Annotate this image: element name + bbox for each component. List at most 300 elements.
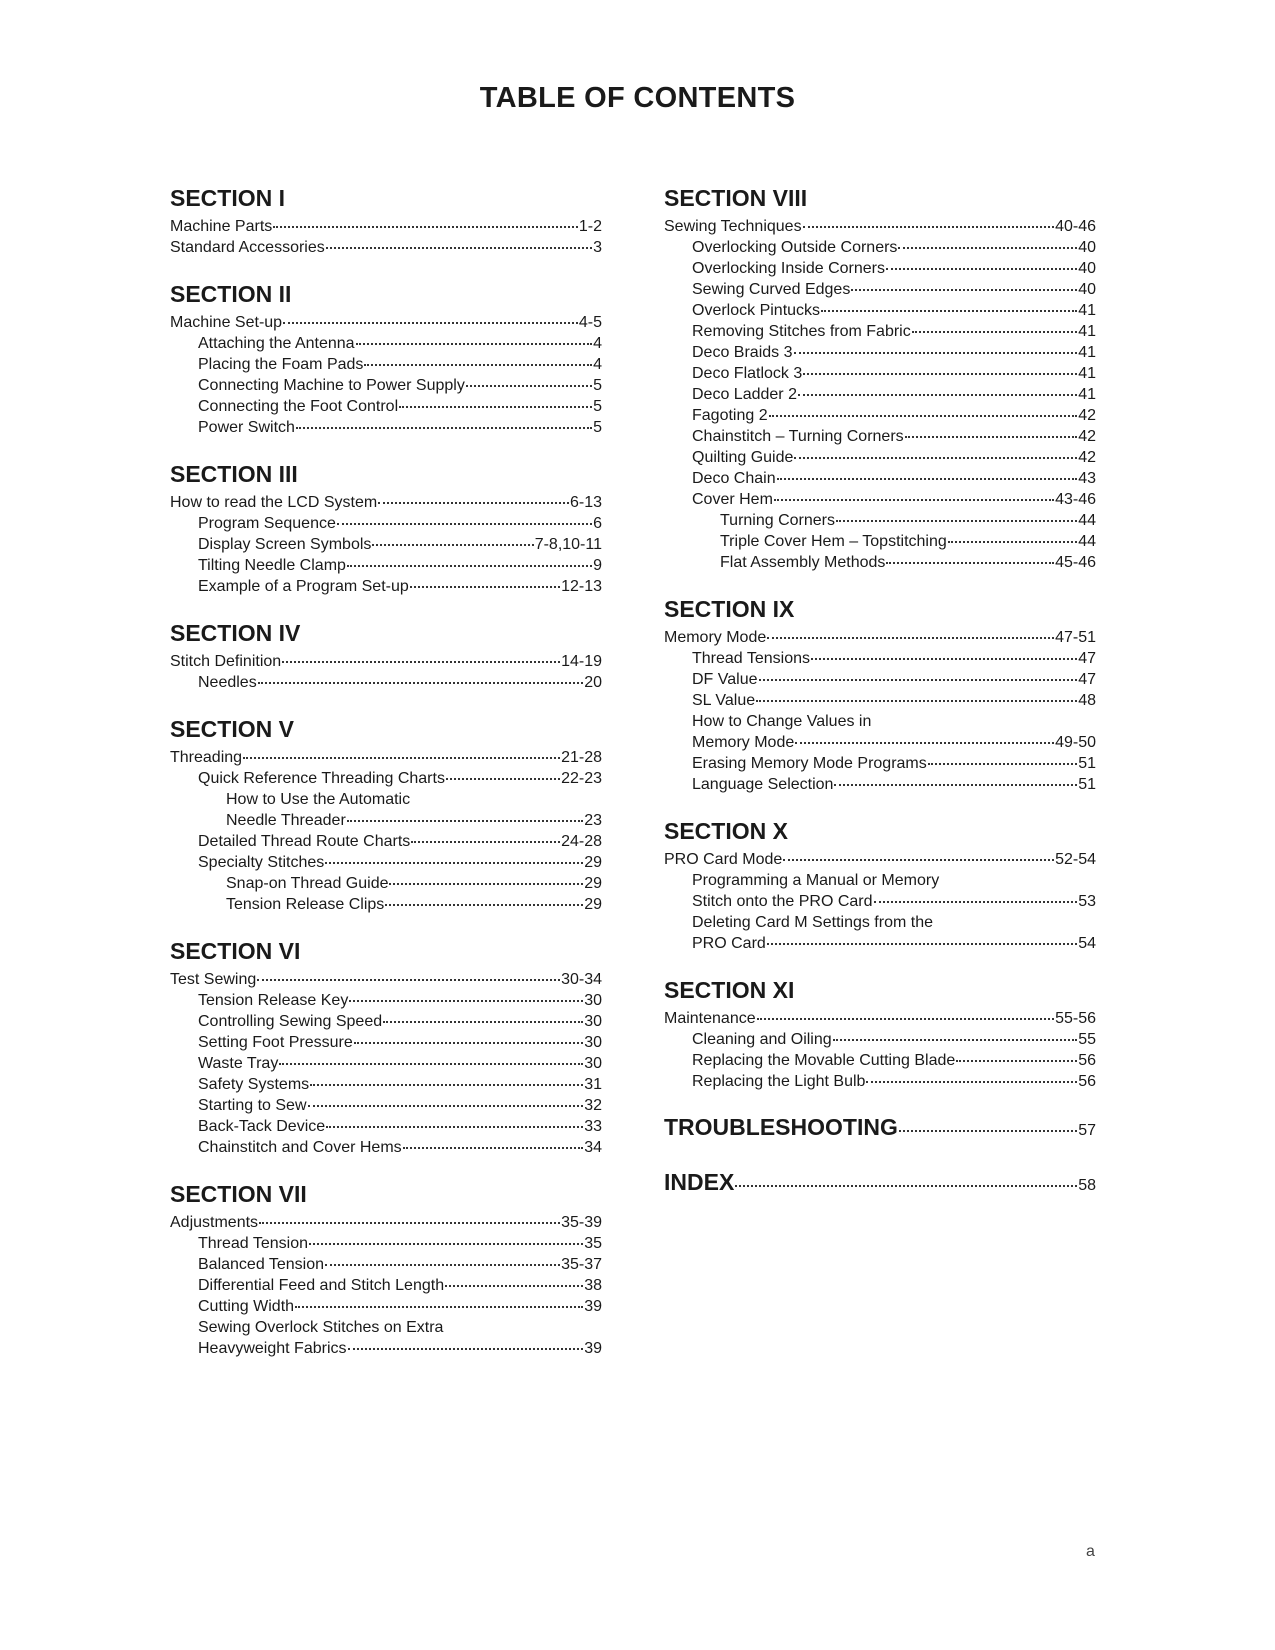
toc-entry-page: 40 bbox=[1078, 281, 1096, 298]
toc-entry-label: Chainstitch – Turning Corners bbox=[692, 428, 904, 445]
toc-major-entry-label: INDEX bbox=[664, 1169, 735, 1195]
toc-entry-page: 40-46 bbox=[1055, 218, 1096, 235]
toc-entry-label: Setting Foot Pressure bbox=[198, 1034, 353, 1051]
toc-entry[interactable] bbox=[170, 1032, 602, 1053]
toc-entry-label: Standard Accessories bbox=[170, 239, 325, 256]
toc-entry-page: 45-46 bbox=[1055, 554, 1096, 571]
toc-entry[interactable] bbox=[664, 447, 1096, 468]
toc-entry-label: Heavyweight Fabrics bbox=[198, 1340, 347, 1357]
toc-entry-page: 47 bbox=[1078, 671, 1096, 688]
dot-leader bbox=[385, 903, 583, 906]
dot-leader bbox=[326, 246, 592, 249]
toc-entry[interactable] bbox=[170, 768, 602, 789]
toc-entry-label: Needles bbox=[198, 674, 257, 691]
section-heading: SECTION IV bbox=[170, 620, 301, 646]
section-heading: SECTION VII bbox=[170, 1181, 307, 1207]
toc-entry-label: Chainstitch and Cover Hems bbox=[198, 1139, 402, 1156]
toc-entry-page: 35 bbox=[584, 1235, 602, 1252]
toc-entry[interactable] bbox=[664, 321, 1096, 342]
dot-leader bbox=[769, 414, 1078, 417]
toc-entry-label: Deco Flatlock 3 bbox=[692, 365, 803, 382]
dot-leader bbox=[283, 321, 578, 324]
dot-leader bbox=[273, 225, 578, 228]
toc-entry-label: Machine Set-up bbox=[170, 314, 283, 331]
toc-section bbox=[664, 817, 1096, 954]
dot-leader bbox=[389, 882, 583, 885]
toc-entry-label: Attaching the Antenna bbox=[198, 335, 355, 352]
toc-entry-label: Cleaning and Oiling bbox=[692, 1031, 832, 1048]
dot-leader bbox=[326, 1125, 583, 1128]
toc-entry-label: Example of a Program Set-up bbox=[198, 578, 409, 595]
toc-entry-page: 41 bbox=[1078, 344, 1096, 361]
toc-entry-page: 41 bbox=[1078, 386, 1096, 403]
toc-entry-page: 56 bbox=[1078, 1052, 1096, 1069]
toc-entry-page: 30-34 bbox=[561, 971, 602, 988]
toc-entry-label: Turning Corners bbox=[720, 512, 836, 529]
dot-leader bbox=[874, 900, 1078, 903]
toc-section bbox=[170, 937, 602, 1158]
section-heading: SECTION VIII bbox=[664, 185, 808, 211]
dot-leader bbox=[928, 762, 1077, 765]
toc-entry-page: 12-13 bbox=[561, 578, 602, 595]
toc-entry[interactable] bbox=[664, 891, 1096, 912]
toc-entry[interactable] bbox=[170, 513, 602, 534]
toc-entry[interactable] bbox=[170, 1095, 602, 1116]
toc-entry-label: Needle Threader bbox=[226, 812, 346, 829]
toc-entry-label: Back-Tack Device bbox=[198, 1118, 326, 1135]
toc-section bbox=[170, 460, 602, 597]
toc-entry-page: 4-5 bbox=[578, 314, 602, 331]
toc-section bbox=[664, 184, 1096, 573]
toc-entry-label: How to Change Values in bbox=[692, 713, 872, 730]
toc-entry-page: 56 bbox=[1078, 1073, 1096, 1090]
dot-leader bbox=[282, 660, 560, 663]
dot-leader bbox=[257, 978, 560, 981]
section-heading: SECTION IX bbox=[664, 596, 795, 622]
toc-entry-label: Flat Assembly Methods bbox=[720, 554, 886, 571]
toc-entry-label: Snap-on Thread Guide bbox=[226, 875, 389, 892]
toc-entry-label: Replacing the Movable Cutting Blade bbox=[692, 1052, 956, 1069]
dot-leader bbox=[774, 498, 1054, 501]
toc-entry[interactable] bbox=[664, 384, 1096, 405]
toc-entry-page: 7-8,10-11 bbox=[534, 536, 602, 553]
toc-entry[interactable] bbox=[170, 237, 602, 258]
section-heading: SECTION III bbox=[170, 461, 298, 487]
toc-major-entry-label: TROUBLESHOOTING bbox=[664, 1114, 898, 1140]
toc-entry-label: Cutting Width bbox=[198, 1298, 295, 1315]
dot-leader bbox=[372, 543, 533, 546]
toc-entry-label: Safety Systems bbox=[198, 1076, 310, 1093]
toc-entry-label: Stitch onto the PRO Card bbox=[692, 893, 873, 910]
toc-entry-label: Memory Mode bbox=[664, 629, 767, 646]
dot-leader bbox=[899, 1130, 1077, 1132]
toc-entry-page: 48 bbox=[1078, 692, 1096, 709]
dot-leader bbox=[403, 1146, 584, 1149]
toc-entry-label: Tension Release Clips bbox=[226, 896, 385, 913]
toc-section bbox=[170, 280, 602, 438]
dot-leader bbox=[310, 1083, 583, 1086]
toc-entry-page: 30 bbox=[584, 1055, 602, 1072]
toc-entry-page: 41 bbox=[1078, 302, 1096, 319]
toc-entry-page: 3 bbox=[593, 239, 602, 256]
toc-entry-page: 29 bbox=[584, 875, 602, 892]
toc-entry-page: 52-54 bbox=[1055, 851, 1096, 868]
toc-entry-page: 5 bbox=[593, 377, 602, 394]
toc-entry[interactable] bbox=[664, 405, 1096, 426]
toc-entry[interactable] bbox=[170, 354, 602, 375]
toc-section bbox=[664, 595, 1096, 795]
dot-leader bbox=[803, 225, 1055, 228]
section-heading: SECTION VI bbox=[170, 938, 301, 964]
dot-leader bbox=[767, 942, 1077, 945]
toc-entry-label: Deleting Card M Settings from the bbox=[692, 914, 933, 931]
toc-entry-page: 44 bbox=[1078, 512, 1096, 529]
dot-leader bbox=[445, 1284, 583, 1287]
toc-entry[interactable] bbox=[664, 552, 1096, 573]
toc-entry-label: Tilting Needle Clamp bbox=[198, 557, 346, 574]
section-heading: SECTION X bbox=[664, 818, 788, 844]
toc-entry[interactable] bbox=[170, 1296, 602, 1317]
toc-entry-page: 29 bbox=[584, 896, 602, 913]
toc-entry[interactable] bbox=[170, 1275, 602, 1296]
toc-entry-label: Programming a Manual or Memory bbox=[692, 872, 940, 889]
toc-entry[interactable] bbox=[170, 1338, 602, 1359]
toc-entry-label: Quick Reference Threading Charts bbox=[198, 770, 445, 787]
toc-entry[interactable] bbox=[170, 1137, 602, 1158]
dot-leader bbox=[347, 564, 592, 567]
toc-entry[interactable] bbox=[170, 216, 602, 237]
toc-entry-page: 43-46 bbox=[1055, 491, 1096, 508]
toc-entry[interactable] bbox=[170, 375, 602, 396]
toc-entry-page: 30 bbox=[584, 1034, 602, 1051]
toc-entry[interactable] bbox=[170, 672, 602, 693]
dot-leader bbox=[834, 783, 1077, 786]
toc-entry-label: DF Value bbox=[692, 671, 758, 688]
dot-leader bbox=[886, 561, 1054, 564]
dot-leader bbox=[898, 246, 1077, 249]
dot-leader bbox=[759, 678, 1078, 681]
dot-leader bbox=[337, 522, 592, 525]
toc-entry[interactable] bbox=[170, 1116, 602, 1137]
toc-entry-page: 39 bbox=[584, 1298, 602, 1315]
toc-entry-label: How to read the LCD System bbox=[170, 494, 378, 511]
toc-entry-page: 30 bbox=[584, 992, 602, 1009]
toc-entry-page: 24-28 bbox=[561, 833, 602, 850]
toc-entry-label: Test Sewing bbox=[170, 971, 257, 988]
toc-entry-page: 32 bbox=[584, 1097, 602, 1114]
toc-entry-label: Starting to Sew bbox=[198, 1097, 307, 1114]
dot-leader bbox=[866, 1080, 1077, 1083]
dot-leader bbox=[258, 681, 584, 684]
toc-entry[interactable] bbox=[170, 1317, 602, 1338]
dot-leader bbox=[295, 1305, 583, 1308]
dot-leader bbox=[259, 1221, 560, 1224]
toc-entry[interactable] bbox=[170, 969, 602, 990]
dot-leader bbox=[356, 342, 593, 345]
toc-entry-label: Deco Braids 3 bbox=[692, 344, 793, 361]
toc-entry-page: 53 bbox=[1078, 893, 1096, 910]
toc-entry[interactable] bbox=[170, 1254, 602, 1275]
toc-entry-page: 22-23 bbox=[561, 770, 602, 787]
toc-entry-page: 42 bbox=[1078, 428, 1096, 445]
toc-entry[interactable] bbox=[664, 342, 1096, 363]
toc-entry-page: 51 bbox=[1078, 755, 1096, 772]
dot-leader bbox=[783, 858, 1054, 861]
dot-leader bbox=[325, 861, 583, 864]
toc-entry[interactable] bbox=[170, 576, 602, 597]
dot-leader bbox=[886, 267, 1077, 270]
toc-entry-page: 35-39 bbox=[561, 1214, 602, 1231]
toc-entry-label: Fagoting 2 bbox=[692, 407, 768, 424]
toc-entry[interactable] bbox=[170, 810, 602, 831]
toc-entry-page: 4 bbox=[593, 335, 602, 352]
toc-entry[interactable] bbox=[664, 426, 1096, 447]
toc-entry[interactable] bbox=[664, 1029, 1096, 1050]
dot-leader bbox=[833, 1038, 1078, 1041]
dot-leader bbox=[803, 372, 1077, 375]
toc-entry[interactable] bbox=[664, 468, 1096, 489]
toc-entry-page: 9 bbox=[593, 557, 602, 574]
toc-entry[interactable] bbox=[664, 753, 1096, 774]
toc-entry-page: 42 bbox=[1078, 407, 1096, 424]
toc-entry-label: Stitch Definition bbox=[170, 653, 282, 670]
dot-leader bbox=[410, 585, 560, 588]
dot-leader bbox=[308, 1104, 584, 1107]
toc-entry-page: 47-51 bbox=[1055, 629, 1096, 646]
dot-leader bbox=[756, 699, 1077, 702]
toc-entry-label: Connecting Machine to Power Supply bbox=[198, 377, 465, 394]
toc-entry-page: 33 bbox=[584, 1118, 602, 1135]
dot-leader bbox=[446, 777, 560, 780]
toc-entry-page: 6-13 bbox=[569, 494, 602, 511]
toc-entry-page: 40 bbox=[1078, 239, 1096, 256]
dot-leader bbox=[296, 426, 592, 429]
toc-entry-page: 47 bbox=[1078, 650, 1096, 667]
toc-entry-label: Quilting Guide bbox=[692, 449, 794, 466]
toc-entry-page: 20 bbox=[584, 674, 602, 691]
toc-entry[interactable] bbox=[170, 831, 602, 852]
dot-leader bbox=[757, 1017, 1054, 1020]
toc-section bbox=[664, 976, 1096, 1092]
right-column bbox=[664, 184, 1096, 1224]
toc-entry[interactable] bbox=[664, 648, 1096, 669]
toc-entry[interactable] bbox=[664, 1071, 1096, 1092]
toc-entry[interactable] bbox=[170, 852, 602, 873]
toc-entry-label: Differential Feed and Stitch Length bbox=[198, 1277, 445, 1294]
dot-leader bbox=[309, 1242, 583, 1245]
dot-leader bbox=[348, 1347, 584, 1350]
toc-entry-page: 51 bbox=[1078, 776, 1096, 793]
toc-entry[interactable] bbox=[170, 333, 602, 354]
toc-entry[interactable] bbox=[664, 237, 1096, 258]
toc-entry[interactable] bbox=[170, 1212, 602, 1233]
toc-entry[interactable] bbox=[664, 732, 1096, 753]
toc-entry[interactable] bbox=[664, 531, 1096, 552]
toc-entry-page: 5 bbox=[593, 419, 602, 436]
dot-leader bbox=[735, 1185, 1077, 1187]
toc-entry-page: 42 bbox=[1078, 449, 1096, 466]
toc-entry-label: Placing the Foam Pads bbox=[198, 356, 364, 373]
section-heading: SECTION II bbox=[170, 281, 292, 307]
dot-leader bbox=[851, 288, 1077, 291]
dot-leader bbox=[956, 1059, 1077, 1062]
toc-entry[interactable] bbox=[664, 300, 1096, 321]
toc-entry-label: Program Sequence bbox=[198, 515, 336, 532]
toc-entry-page: 14-19 bbox=[561, 653, 602, 670]
toc-major-entry[interactable] bbox=[664, 1169, 1096, 1196]
toc-entry[interactable] bbox=[170, 873, 602, 894]
toc-entry-label: Connecting the Foot Control bbox=[198, 398, 399, 415]
dot-leader bbox=[912, 330, 1077, 333]
toc-entry[interactable] bbox=[170, 1233, 602, 1254]
toc-entry[interactable] bbox=[170, 534, 602, 555]
dot-leader bbox=[349, 999, 583, 1002]
toc-entry-label: Deco Chain bbox=[692, 470, 776, 487]
toc-entry-label: PRO Card Mode bbox=[664, 851, 783, 868]
toc-entry-page: 31 bbox=[584, 1076, 602, 1093]
toc-entry[interactable] bbox=[170, 417, 602, 438]
toc-entry[interactable] bbox=[170, 990, 602, 1011]
page-title: TABLE OF CONTENTS bbox=[479, 82, 796, 114]
toc-entry[interactable] bbox=[664, 510, 1096, 531]
toc-entry[interactable] bbox=[170, 312, 602, 333]
toc-entry[interactable] bbox=[664, 774, 1096, 795]
dot-leader bbox=[279, 1062, 583, 1065]
toc-entry-label: Replacing the Light Bulb bbox=[692, 1073, 866, 1090]
toc-entry[interactable] bbox=[170, 555, 602, 576]
toc-entry-label: Deco Ladder 2 bbox=[692, 386, 797, 403]
toc-entry-label: Specialty Stitches bbox=[198, 854, 325, 871]
toc-entry[interactable] bbox=[664, 279, 1096, 300]
dot-leader bbox=[364, 363, 592, 366]
toc-entry-page: 38 bbox=[584, 1277, 602, 1294]
toc-entry-label: Thread Tension bbox=[198, 1235, 308, 1252]
dot-leader bbox=[325, 1263, 560, 1266]
toc-entry[interactable] bbox=[664, 216, 1096, 237]
toc-entry[interactable] bbox=[170, 651, 602, 672]
toc-major-entry[interactable] bbox=[664, 1114, 1096, 1141]
toc-entry[interactable] bbox=[664, 849, 1096, 870]
toc-entry[interactable] bbox=[170, 894, 602, 915]
toc-entry[interactable] bbox=[664, 489, 1096, 510]
toc-entry[interactable] bbox=[170, 747, 602, 768]
toc-entry-label: Erasing Memory Mode Programs bbox=[692, 755, 927, 772]
toc-entry-label: Removing Stitches from Fabric bbox=[692, 323, 911, 340]
toc-entry-label: Tension Release Key bbox=[198, 992, 349, 1009]
section-heading: SECTION XI bbox=[664, 977, 795, 1003]
toc-entry[interactable] bbox=[170, 396, 602, 417]
toc-entry-page: 40 bbox=[1078, 260, 1096, 277]
toc-entry-label: Display Screen Symbols bbox=[198, 536, 372, 553]
toc-entry-page: 5 bbox=[593, 398, 602, 415]
dot-leader bbox=[777, 477, 1078, 480]
toc-entry-label: Threading bbox=[170, 749, 243, 766]
toc-entry-label: Sewing Overlock Stitches on Extra bbox=[198, 1319, 444, 1336]
toc-entry-label: Cover Hem bbox=[692, 491, 773, 508]
toc-entry-label: Waste Tray bbox=[198, 1055, 279, 1072]
toc-entry[interactable] bbox=[664, 627, 1096, 648]
toc-entry[interactable] bbox=[170, 1011, 602, 1032]
dot-leader bbox=[836, 519, 1077, 522]
dot-leader bbox=[794, 351, 1078, 354]
toc-entry-label: Sewing Curved Edges bbox=[692, 281, 851, 298]
toc-major-entry-page: 58 bbox=[1078, 1177, 1096, 1194]
left-column bbox=[170, 184, 602, 1381]
toc-major-entry-page: 57 bbox=[1078, 1122, 1096, 1139]
toc-entry[interactable] bbox=[664, 1008, 1096, 1029]
dot-leader bbox=[466, 384, 592, 387]
section-heading: SECTION I bbox=[170, 185, 286, 211]
toc-entry[interactable] bbox=[664, 363, 1096, 384]
toc-entry[interactable] bbox=[664, 669, 1096, 690]
toc-entry[interactable] bbox=[664, 711, 1096, 732]
toc-entry[interactable] bbox=[664, 912, 1096, 933]
toc-entry-page: 29 bbox=[584, 854, 602, 871]
dot-leader bbox=[243, 756, 560, 759]
toc-entry-label: Balanced Tension bbox=[198, 1256, 325, 1273]
dot-leader bbox=[948, 540, 1077, 543]
dot-leader bbox=[821, 309, 1077, 312]
toc-entry-page: 41 bbox=[1078, 365, 1096, 382]
toc-entry-label: Machine Parts bbox=[170, 218, 273, 235]
toc-entry-page: 54 bbox=[1078, 935, 1096, 952]
toc-entry-page: 4 bbox=[593, 356, 602, 373]
toc-entry-page: 23 bbox=[584, 812, 602, 829]
toc-entry-label: How to Use the Automatic bbox=[226, 791, 411, 808]
toc-entry[interactable] bbox=[664, 1050, 1096, 1071]
toc-entry[interactable] bbox=[170, 789, 602, 810]
toc-entry[interactable] bbox=[170, 1074, 602, 1095]
dot-leader bbox=[794, 456, 1077, 459]
toc-entry-label: Overlocking Inside Corners bbox=[692, 260, 885, 277]
dot-leader bbox=[411, 840, 560, 843]
toc-entry[interactable] bbox=[664, 933, 1096, 954]
toc-entry-label: Detailed Thread Route Charts bbox=[198, 833, 411, 850]
toc-entry-page: 41 bbox=[1078, 323, 1096, 340]
toc-entry-page: 55 bbox=[1078, 1031, 1096, 1048]
toc-section bbox=[170, 184, 602, 258]
toc-entry-label: Adjustments bbox=[170, 1214, 259, 1231]
dot-leader bbox=[399, 405, 592, 408]
dot-leader bbox=[798, 393, 1077, 396]
toc-entry[interactable] bbox=[170, 492, 602, 513]
toc-entry-label: Language Selection bbox=[692, 776, 834, 793]
toc-entry-page: 43 bbox=[1078, 470, 1096, 487]
toc-entry-label: SL Value bbox=[692, 692, 756, 709]
toc-entry-page: 35-37 bbox=[561, 1256, 602, 1273]
dot-leader bbox=[767, 636, 1054, 639]
toc-entry-page: 44 bbox=[1078, 533, 1096, 550]
dot-leader bbox=[383, 1020, 583, 1023]
toc-section bbox=[170, 715, 602, 915]
toc-entry-page: 6 bbox=[593, 515, 602, 532]
toc-entry-label: Overlock Pintucks bbox=[692, 302, 821, 319]
dot-leader bbox=[354, 1041, 583, 1044]
toc-entry-label: Overlocking Outside Corners bbox=[692, 239, 898, 256]
toc-section bbox=[170, 619, 602, 693]
toc-entry-page: 1-2 bbox=[578, 218, 602, 235]
toc-entry-page: 49-50 bbox=[1055, 734, 1096, 751]
toc-entry-label: Maintenance bbox=[664, 1010, 756, 1027]
toc-entry[interactable] bbox=[170, 1053, 602, 1074]
toc-entry-label: Sewing Techniques bbox=[664, 218, 802, 235]
toc-entry[interactable] bbox=[664, 870, 1096, 891]
dot-leader bbox=[347, 819, 583, 822]
toc-entry[interactable] bbox=[664, 690, 1096, 711]
dot-leader bbox=[378, 501, 569, 504]
toc-entry[interactable] bbox=[664, 258, 1096, 279]
toc-entry-label: PRO Card bbox=[692, 935, 766, 952]
